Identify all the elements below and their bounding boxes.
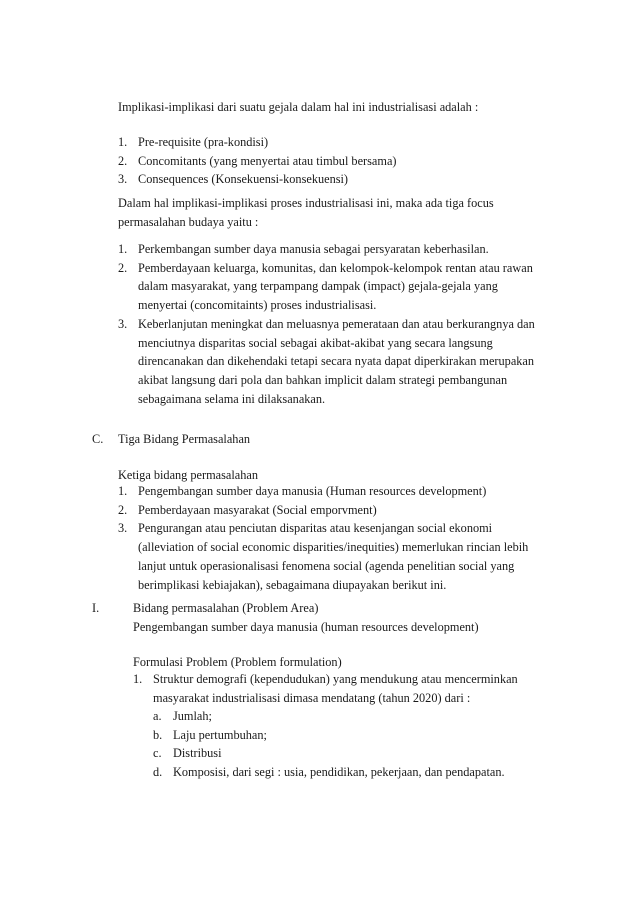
list-line: menciutnya disparitas social sebagai akibat-akibat yang secara langsung — [138, 335, 493, 350]
list-number: 3. — [118, 521, 128, 536]
list-line: Struktur demografi (kependudukan) yang mendukung atau mencerminkan — [153, 672, 518, 686]
list-item — [118, 152, 578, 171]
list-line: lanjut untuk operasionalisasi fenomena social (agenda penelitian social yang — [138, 558, 515, 573]
list-text: Consequences (Konsekuensi-konsekuensi) — [138, 172, 349, 187]
implications-list — [118, 133, 578, 189]
list-item — [118, 170, 578, 189]
list-text: Distribusi — [173, 746, 222, 761]
list-line: direncanakan dan dikehendaki tetapi secara nyata dapat diperkirakan merupakan — [138, 354, 535, 369]
list-letter: b. — [153, 727, 163, 742]
section-i — [92, 599, 572, 636]
list-number: 1. — [118, 135, 128, 149]
paragraph-line: Formulasi Problem (Problem formulation) — [133, 655, 342, 669]
list-line: Pemberdayaan keluarga, komunitas, dan kelompok-kelompok rentan atau rawan — [138, 260, 533, 275]
paragraph-line: permasalahan budaya yaitu : — [118, 214, 259, 229]
list-item — [118, 133, 578, 152]
formulation-list — [133, 670, 573, 707]
list-text: Pre-requisite (pra-kondisi) — [138, 135, 269, 149]
list-line: akibat langsung dari pola dan bahkan implicit dalam strategi pembangunan — [138, 372, 508, 387]
section-c-heading — [92, 430, 552, 449]
focus-list — [118, 240, 578, 408]
list-line: Pengembangan sumber daya manusia (Human resources development) — [138, 484, 487, 498]
list-number: 2. — [118, 153, 128, 168]
list-text: Laju pertumbuhan; — [173, 727, 267, 742]
ketiga-list — [118, 482, 578, 594]
list-text: Komposisi, dari segi : usia, pendidikan, pekerjaan, dan pendapatan. — [173, 765, 505, 780]
list-item — [118, 259, 578, 315]
list-item — [118, 519, 578, 594]
list-line: Pengurangan atau penciutan disparitas atau kesenjangan social ekonomi — [138, 521, 493, 536]
list-item — [153, 763, 573, 782]
focus-intro-paragraph — [118, 194, 494, 231]
list-item — [118, 315, 578, 409]
list-letter: d. — [153, 765, 163, 780]
list-letter: c. — [153, 746, 162, 761]
list-line: menyertai (concomitaints) proses industrialisasi. — [138, 298, 377, 313]
list-number: 3. — [118, 172, 128, 187]
list-letter: a. — [153, 709, 162, 723]
section-letter: C. — [92, 432, 104, 446]
list-item — [118, 482, 578, 501]
intro-paragraph: Implikasi-implikasi dari suatu gejala dalam hal ini industrialisasi adalah : — [118, 100, 479, 114]
list-line: sebagaimana selama ini dilaksanakan. — [138, 391, 326, 406]
section-title: Bidang permasalahan (Problem Area) — [133, 601, 319, 615]
list-item — [118, 240, 578, 259]
list-item — [153, 707, 573, 726]
section-title: Tiga Bidang Permasalahan — [118, 432, 251, 446]
list-line: dalam masyarakat, yang terpampang dampak (impact) gejala-gejala yang — [138, 279, 498, 294]
list-number: 1. — [118, 242, 128, 256]
list-number: 1. — [133, 672, 143, 686]
list-line: Perkembangan sumber daya manusia sebagai persyaratan keberhasilan. — [138, 242, 489, 256]
list-text: Jumlah; — [173, 709, 212, 723]
list-line: Pemberdayaan masyarakat (Social emporvment) — [138, 502, 377, 517]
sub-list — [153, 707, 573, 782]
formulation-title — [133, 653, 342, 672]
list-text: Concomitants (yang menyertai atau timbul bersama) — [138, 153, 397, 168]
list-item — [153, 744, 573, 763]
paragraph-line: Ketiga bidang permasalahan — [118, 468, 258, 482]
list-item — [118, 501, 578, 520]
section-numeral: I. — [92, 601, 100, 615]
list-number: 3. — [118, 316, 128, 331]
section-subtitle: Pengembangan sumber daya manusia (human resources development) — [133, 619, 479, 634]
list-item — [133, 670, 573, 707]
list-line: berimplikasi kebiajakan), sebagaimana diupayakan berikut ini. — [138, 577, 447, 592]
list-number: 1. — [118, 484, 128, 498]
implications-section — [118, 98, 478, 117]
list-number: 2. — [118, 260, 128, 275]
paragraph-line: Dalam hal implikasi-implikasi proses industrialisasi ini, maka ada tiga focus — [118, 196, 494, 210]
list-number: 2. — [118, 502, 128, 517]
list-item — [153, 726, 573, 745]
list-line: Keberlanjutan meningkat dan meluasnya pemerataan dan atau berkurangnya dan — [138, 316, 535, 331]
list-line: (alleviation of social economic disparities/inequities) memerlukan rincian lebih — [138, 540, 529, 555]
list-line: masyarakat industrialisasi dimasa mendatang (tahun 2020) dari : — [153, 690, 471, 705]
